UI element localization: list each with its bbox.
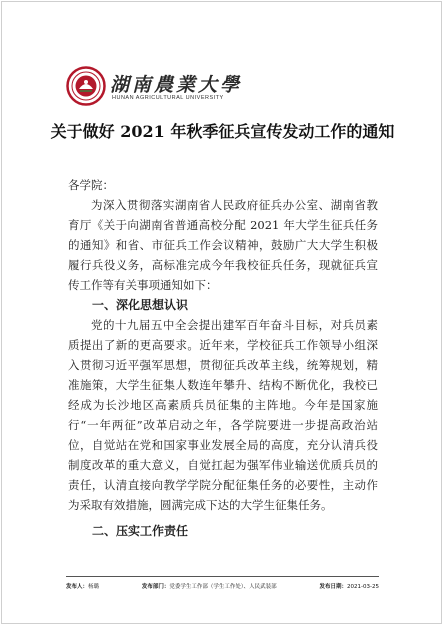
notice-body bbox=[68, 175, 378, 541]
greeting: 各学院： bbox=[68, 178, 114, 192]
notice-title: 关于做好 2021 年秋季征兵宣传发动工作的通知 bbox=[50, 122, 395, 141]
university-logo bbox=[66, 66, 243, 106]
university-name-en: HUNAN AGRICULTURAL UNIVERSITY bbox=[112, 95, 224, 101]
footer bbox=[66, 582, 379, 590]
section-heading: 一、深化思想认识 bbox=[92, 298, 189, 312]
footer-divider bbox=[66, 576, 379, 577]
section-heading: 二、压实工作责任 bbox=[92, 524, 189, 538]
footer-author: 发布人：杨璐 bbox=[66, 584, 100, 590]
intro-paragraph: 为深入贯彻落实湖南省人民政府征兵办公室、湖南省教育厅《关于向湖南省普通高校分配 2021 年大学生征兵任务的通知》和省、市征兵工作会议精神，鼓励广大大学生积极履行兵役义务，高标准完成今年我校征兵任务，现就征兵宣传工作等有关事项通知如下： bbox=[68, 198, 378, 292]
university-emblem-icon bbox=[66, 66, 106, 106]
footer-date: 发布日期：2021-03-25 bbox=[319, 584, 379, 590]
university-name: 湖南農業大學 bbox=[110, 74, 243, 96]
footer-department: 发布部门：党委学生工作部（学生工作处）、人民武装部 bbox=[141, 584, 277, 590]
section-paragraph: 党的十九届五中全会提出建军百年奋斗目标，对兵员素质提出了新的更高要求。近年来，学校征兵工作领导小组深入贯彻习近平强军思想，贯彻征兵改革主线，统筹规划，精准施策，大学生征集人数连年攀升、结构不断优化，我校已经成为长沙地区高素质兵员征集的主阵地。今年是国家施行“一年两征”改革启动之年，各学院要进一步提高政治站位，自觉站在党和国家事业发展全局的高度，充分认清兵役制度改革的重大意义，自觉扛起为强军伟业输送优质兵员的责任，认清直接向教学学院分配征集任务的必要性，主动作为采取有效措施，圆满完成下达的大学生征集任务。 bbox=[68, 318, 378, 512]
